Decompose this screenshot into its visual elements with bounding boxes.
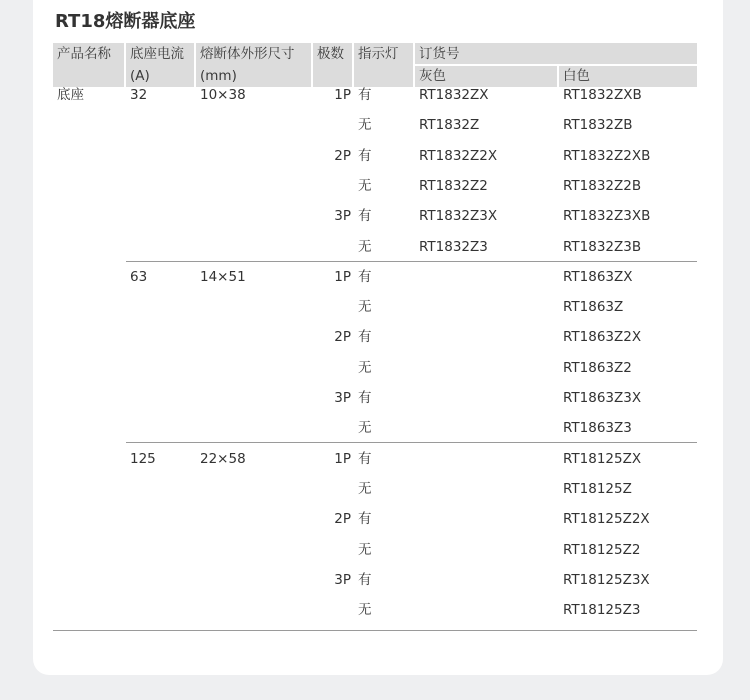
order-gray-cell: RT1832Z3X <box>419 208 498 225</box>
header-base-current <box>126 43 194 87</box>
indicator-cell: 有 <box>358 450 372 467</box>
indicator-cell: 无 <box>358 117 372 134</box>
order-gray-cell: RT1832Z <box>419 117 480 134</box>
indicator-cell: 无 <box>358 541 372 558</box>
indicator-cell: 无 <box>358 299 372 316</box>
indicator-cell: 有 <box>358 511 372 528</box>
header-order-no <box>415 43 697 64</box>
header-fuse-size-unit: (mm) <box>200 68 237 84</box>
indicator-cell: 无 <box>358 359 372 376</box>
header-base-current-unit: (A) <box>130 68 150 84</box>
fuse-size-cell: 14×51 <box>200 268 246 285</box>
indicator-cell: 有 <box>358 87 372 103</box>
header-fuse-size-label: 熔断体外形尺寸 <box>200 46 295 62</box>
product-name-cell: 底座 <box>57 87 84 103</box>
order-white-cell: RT1863Z <box>563 299 624 316</box>
order-white-cell: RT1832Z3XB <box>563 208 651 225</box>
header-indicator-label: 指示灯 <box>358 46 399 62</box>
pole-cell: 1P <box>334 87 351 103</box>
base-current-cell: 63 <box>130 268 148 285</box>
order-white-cell: RT18125Z2X <box>563 511 650 528</box>
order-white-cell: RT1832Z2XB <box>563 147 651 164</box>
order-white-cell: RT1832ZB <box>563 117 633 134</box>
order-white-cell: RT18125Z3X <box>563 571 650 588</box>
indicator-cell: 无 <box>358 420 372 437</box>
fuse-size-cell: 10×38 <box>200 87 246 103</box>
order-white-cell: RT18125ZX <box>563 450 642 467</box>
base-current-cell: 32 <box>130 87 148 103</box>
order-white-cell: RT1832Z3B <box>563 238 642 255</box>
header-fuse-size <box>196 43 311 87</box>
header-white-label: 白色 <box>563 68 590 84</box>
header-gray <box>415 66 557 87</box>
group-separator <box>53 630 697 631</box>
base-current-cell: 125 <box>130 450 156 467</box>
indicator-cell: 有 <box>358 329 372 346</box>
header-order-no-label: 订货号 <box>419 46 460 62</box>
indicator-cell: 有 <box>358 147 372 164</box>
indicator-cell: 有 <box>358 208 372 225</box>
order-gray-cell: RT1832Z2 <box>419 177 488 194</box>
indicator-cell: 有 <box>358 390 372 406</box>
pole-cell: 3P <box>334 571 351 588</box>
order-gray-cell: RT1832Z2X <box>419 147 498 164</box>
indicator-cell: 有 <box>358 571 372 588</box>
header-product-name <box>53 43 124 87</box>
order-white-cell: RT18125Z2 <box>563 541 641 558</box>
header-gray-label: 灰色 <box>419 68 446 84</box>
header-indicator <box>354 43 413 87</box>
order-white-cell: RT1863Z2 <box>563 359 632 376</box>
pole-cell: 1P <box>334 450 351 467</box>
order-white-cell: RT18125Z3 <box>563 602 641 619</box>
page-title: RT18熔断器底座 <box>55 11 196 32</box>
indicator-cell: 无 <box>358 177 372 194</box>
pole-cell: 2P <box>334 329 351 346</box>
order-gray-cell: RT1832Z3 <box>419 238 488 255</box>
order-white-cell: RT1863Z3 <box>563 420 632 437</box>
indicator-cell: 无 <box>358 602 372 619</box>
pole-cell: 2P <box>334 147 351 164</box>
pole-cell: 2P <box>334 511 351 528</box>
order-white-cell: RT1863Z3X <box>563 390 642 406</box>
indicator-cell: 无 <box>358 480 372 497</box>
header-poles <box>313 43 352 87</box>
order-gray-cell: RT1832ZX <box>419 87 489 103</box>
order-white-cell: RT18125Z <box>563 480 632 497</box>
indicator-cell: 无 <box>358 238 372 255</box>
pole-cell: 3P <box>334 390 351 406</box>
pole-cell: 1P <box>334 268 351 285</box>
fuse-size-cell: 22×58 <box>200 450 246 467</box>
header-white <box>559 66 697 87</box>
order-white-cell: RT1832Z2B <box>563 177 642 194</box>
pole-cell: 3P <box>334 208 351 225</box>
header-product-name-label: 产品名称 <box>57 46 111 62</box>
group-separator <box>126 442 697 443</box>
header-poles-label: 极数 <box>317 46 344 62</box>
order-white-cell: RT1863ZX <box>563 268 633 285</box>
order-white-cell: RT1863Z2X <box>563 329 642 346</box>
group-separator <box>126 261 697 262</box>
order-white-cell: RT1832ZXB <box>563 87 642 103</box>
header-base-current-label: 底座电流 <box>130 46 184 62</box>
indicator-cell: 有 <box>358 268 372 285</box>
